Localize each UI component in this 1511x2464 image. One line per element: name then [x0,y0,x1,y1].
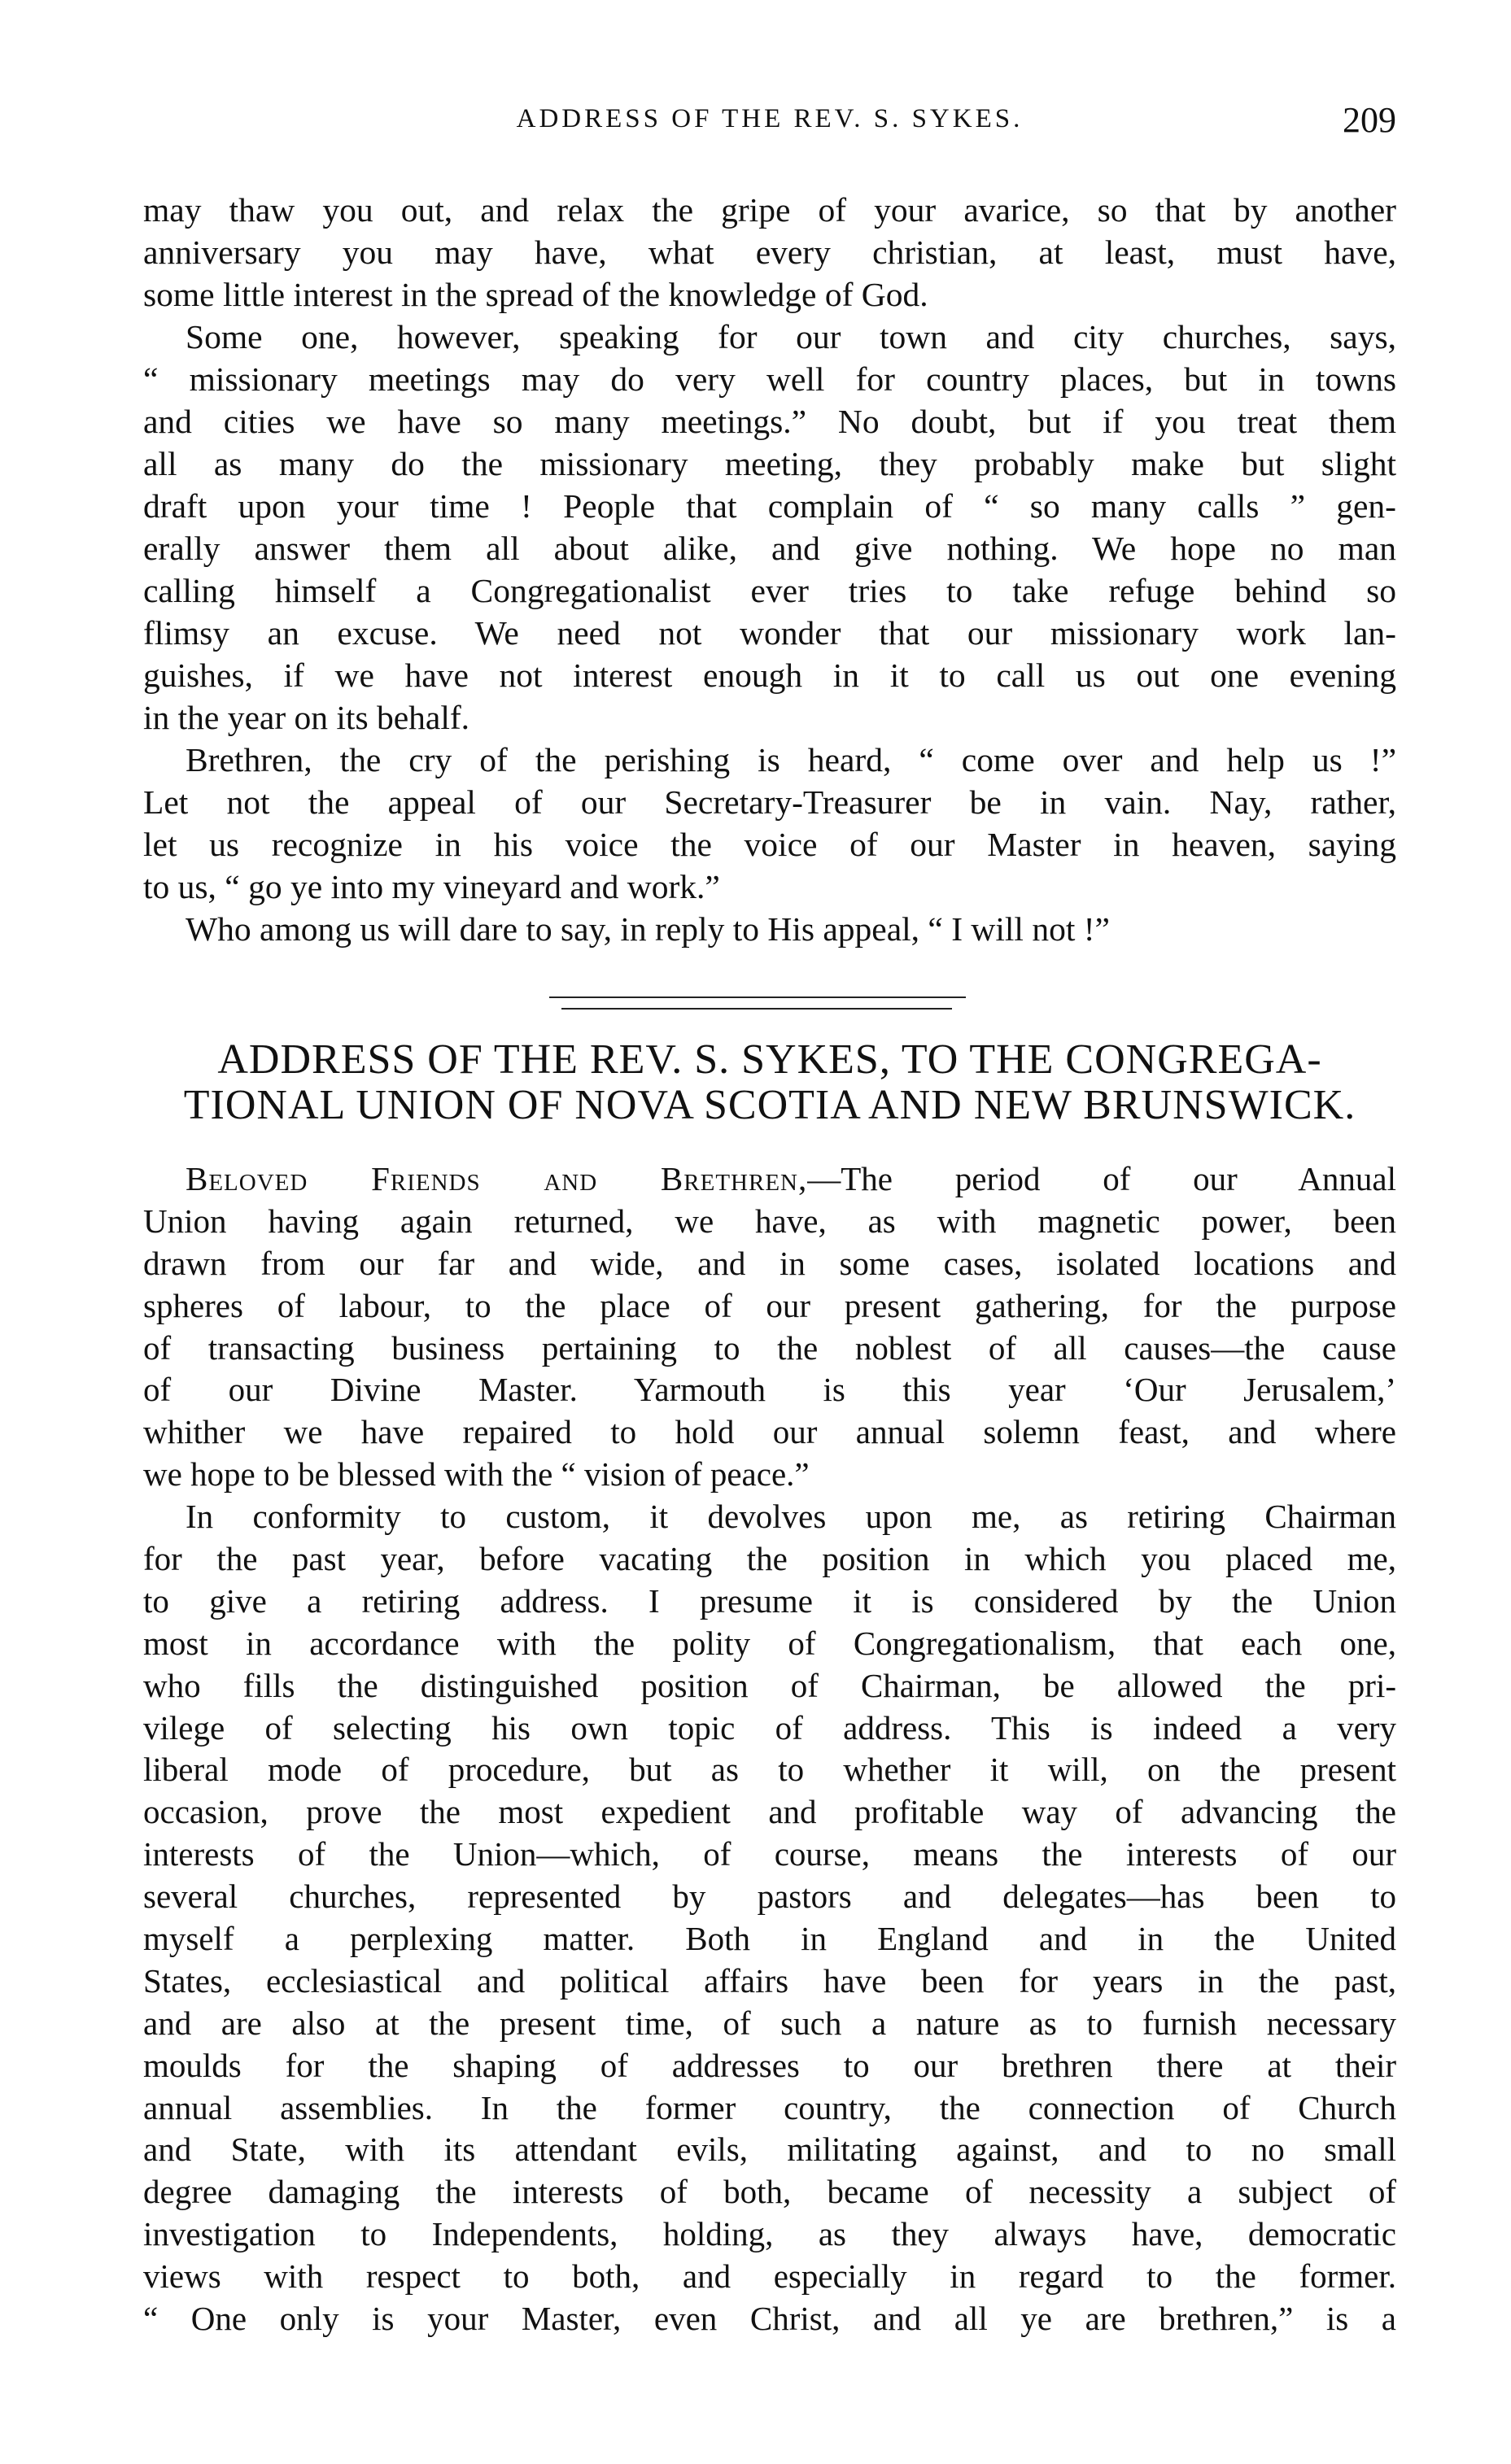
text-line: views with respect to both, and especially in regard to the former. [143,2257,1396,2296]
text-line: of our Divine Master. Yarmouth is this year ‘Our Jerusalem,’ [143,1371,1396,1409]
text-line: annual assemblies. In the former country, the connection of Church [143,2088,1396,2126]
text-line: calling himself a Congregationalist ever tries to take refuge behind so [143,572,1396,609]
text-line: some little interest in the spread of the knowledge of God. [143,276,928,313]
text-line: erally answer them all about alike, and give nothing. We hope no man [143,530,1396,567]
text-line: Who among us will dare to say, in reply to His appeal, “ I will not !” [186,910,1110,948]
text-line: and State, with its attendant evils, militating against, and to no small [143,2130,1396,2169]
section-heading [143,1037,1396,1128]
text-line: degree damaging the interests of both, became of necessity a subject of [143,2173,1396,2211]
heading-line: ADDRESS OF THE REV. S. SYKES, TO THE CONGREGA- [217,1036,1322,1083]
divider-rule [561,1008,952,1010]
text-line: drawn from our far and wide, and in some cases, isolated locations and [143,1244,1396,1282]
text-line: draft upon your time ! People that complain of “ so many calls ” gen- [143,487,1396,525]
text-line: all as many do the missionary meeting, they probably make but slight [143,445,1396,482]
text-line: Union having again returned, we have, as with magnetic power, been [143,1201,1396,1240]
address-body [143,1158,1396,2340]
text-line: spheres of labour, to the place of our present gathering, for the purpose [143,1286,1396,1324]
text-line: in the year on its behalf. [143,699,470,736]
salutation-continuation: —The period of our Annual [807,1160,1396,1197]
text-line: of transacting business pertaining to the noblest of all causes—the cause [143,1328,1396,1367]
text-line: “ One only is your Master, even Christ, and all ye are brethren,” is a [143,2300,1396,2338]
text-line: most in accordance with the polity of Congregationalism, that each one, [143,1624,1396,1662]
salutation: Beloved Friends and Brethren, [186,1160,808,1197]
text-line: occasion, prove the most expedient and profitable way of advancing the [143,1793,1396,1831]
text-line: whither we have repaired to hold our annual solemn feast, and where [143,1413,1396,1451]
page-number: 209 [1343,100,1396,140]
running-title: ADDRESS OF THE REV. S. SYKES. [516,104,1024,133]
text-line: myself a perplexing matter. Both in England and in the United [143,1920,1396,1958]
divider-rule [549,997,966,998]
text-line [143,1158,1396,1201]
text-line: for the past year, before vacating the position in which you placed me, [143,1540,1396,1578]
text-line: interests of the Union—which, of course, means the interests of our [143,1835,1396,1873]
running-head [143,100,1396,153]
text-line: vilege of selecting his own topic of address. This is indeed a very [143,1708,1396,1747]
section-divider [0,997,1511,1016]
text-line: Brethren, the cry of the perishing is heard, “ come over and help us !” [186,741,1396,778]
text-line: to us, “ go ye into my vineyard and work.” [143,868,720,905]
text-line: who fills the distinguished position of Chairman, be allowed the pri- [143,1666,1396,1704]
text-line: “ missionary meetings may do very well for country places, but in towns [143,360,1396,398]
text-line: liberal mode of procedure, but as to whether it will, on the present [143,1751,1396,1789]
text-line: investigation to Independents, holding, as they always have, democratic [143,2215,1396,2253]
heading-line: TIONAL UNION OF NOVA SCOTIA AND NEW BRUNSWICK. [183,1082,1356,1128]
text-line: moulds for the shaping of addresses to our brethren there at their [143,2046,1396,2084]
text-line: several churches, represented by pastors and delegates—has been to [143,1877,1396,1916]
text-line: Some one, however, speaking for our town and city churches, says, [186,318,1396,355]
text-line: In conformity to custom, it devolves upon me, as retiring Chairman [186,1498,1396,1536]
text-line: flimsy an excuse. We need not wonder that our missionary work lan- [143,614,1396,652]
text-line: let us recognize in his voice the voice of our Master in heaven, saying [143,826,1396,863]
text-line: States, ecclesiastical and political affairs have been for years in the past, [143,1961,1396,2000]
continued-text-block [143,189,1396,950]
text-line: and are also at the present time, of such a nature as to furnish necessary [143,2004,1396,2042]
text-line: may thaw you out, and relax the gripe of your avarice, so that by another [143,191,1396,229]
text-line: Let not the appeal of our Secretary-Treasurer be in vain. Nay, rather, [143,783,1396,821]
text-line: to give a retiring address. I presume it is considered by the Union [143,1581,1396,1620]
text-line: and cities we have so many meetings.” No doubt, but if you treat them [143,403,1396,440]
text-line: guishes, if we have not interest enough in it to call us out one evening [143,656,1396,694]
text-line: we hope to be blessed with the “ vision of peace.” [143,1455,810,1494]
text-line: anniversary you may have, what every christian, at least, must have, [143,233,1396,271]
